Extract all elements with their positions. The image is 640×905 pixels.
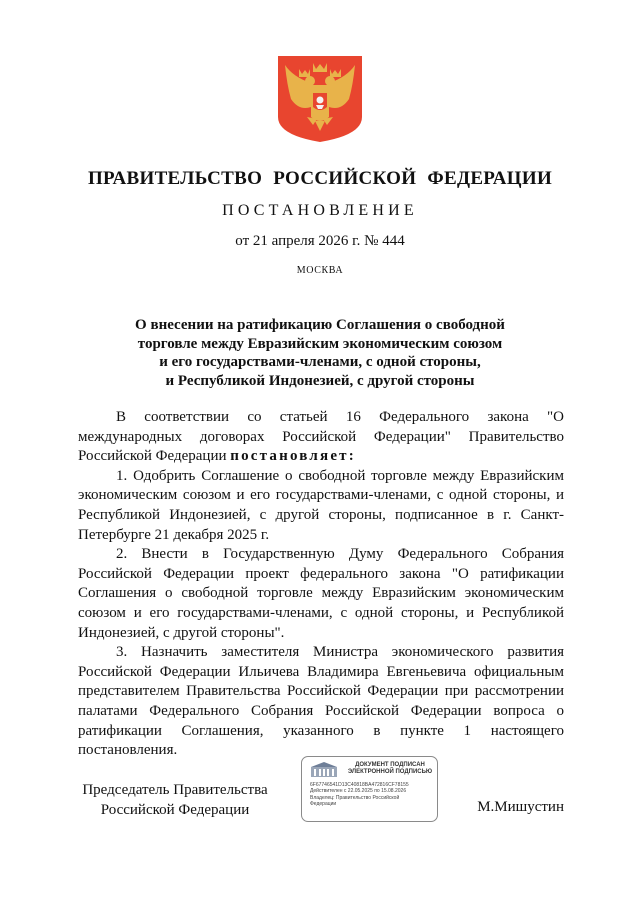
document-type: ПОСТАНОВЛЕНИЕ — [222, 202, 418, 219]
coat-of-arms-icon — [277, 55, 363, 143]
signatory-name: М.Мишустин — [477, 799, 564, 815]
signatory-position — [70, 780, 280, 820]
title-line: торговле между Евразийским экономическим союзом — [137, 335, 503, 352]
intro-paragraph — [78, 408, 564, 467]
building-icon — [310, 762, 338, 778]
stamp-owner: Федерации — [310, 800, 337, 807]
stamp-title-line: ДОКУМЕНТ ПОДПИСАН — [355, 762, 425, 768]
title-line: О внесении на ратификацию Соглашения о свободной — [135, 317, 505, 333]
organization-heading: ПРАВИТЕЛЬСТВО РОССИЙСКОЙ ФЕДЕРАЦИИ — [87, 168, 553, 189]
stamp-title-line: ЭЛЕКТРОННОЙ ПОДПИСЬЮ — [347, 769, 433, 775]
stamp-owner: Владелец: Правительство Российской — [310, 794, 400, 801]
stamp-serial: 6F67746541D13C40818BA472816CF78155 — [310, 782, 409, 788]
document-title — [95, 316, 545, 390]
document-body — [78, 408, 564, 761]
item-2: 2. Внести в Государственную Думу Федерального Собрания Российской Федерации проект федерального закона "О ратификации Соглашения о свободной торговле между Евразийским экономическим союзом и его государствами-членами, с одной стороны, и Республикой Индонезией, с другой стороны". — [78, 546, 564, 641]
electronic-signature-stamp — [301, 756, 438, 822]
stamp-validity: Действителен с 22.05.2025 по 15.08.2026 — [310, 788, 407, 795]
document-date-number: от 21 апреля 2026 г. № 444 — [235, 233, 405, 249]
position-line: Российской Федерации — [100, 802, 250, 818]
item-1: 1. Одобрить Соглашение о свободной торговле между Евразийским экономическим союзом и его государствами-членами, с одной стороны, и Республикой Индонезией, с другой стороны, подписанное в г. Санкт-Петербурге 21 декабря 2025 г. — [78, 467, 564, 543]
document-city: МОСКВА — [296, 265, 344, 276]
intro-text: В соответствии со статьей 16 Федерального закона "О международных договорах Российской Федерации" Правительство Российской Федерации — [78, 409, 564, 465]
resolves-word: постановляет: — [230, 448, 356, 465]
title-line: и Республикой Индонезией, с другой стороны — [165, 372, 475, 389]
title-line: и его государствами-членами, с одной стороны, — [159, 354, 481, 370]
stamp-title — [346, 762, 434, 776]
position-line: Председатель Правительства — [82, 782, 268, 798]
item-3: 3. Назначить заместителя Министра экономического развития Российской Федерации Ильичева Владимира Евгеньевича официальным представителем Правительства Российской Федерации при рассмотрении палатами Федерального Собрания Российской Федерации вопроса о ратификации Соглашения, указанного в пункте 1 настоящего постановления. — [78, 644, 564, 759]
stamp-details — [310, 782, 435, 807]
